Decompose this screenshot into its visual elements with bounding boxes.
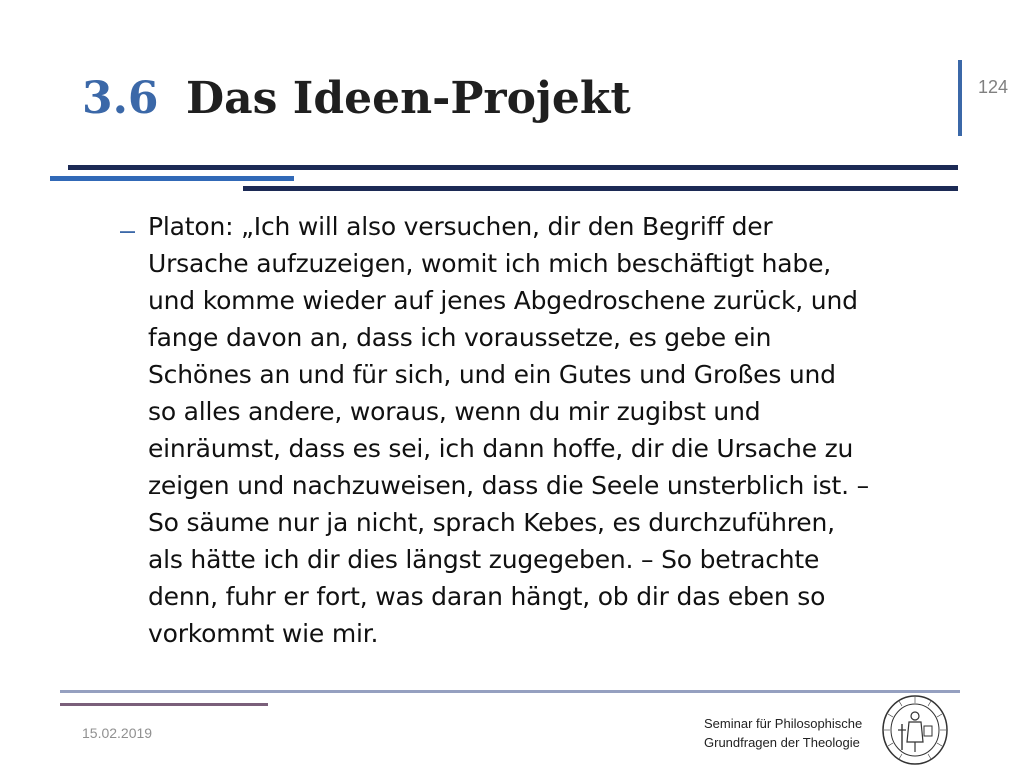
footer-rule-accent (60, 703, 268, 706)
quote-line: zeigen und nachzuweisen, dass die Seele unsterblich ist. – (148, 471, 869, 500)
quote-text (148, 208, 960, 652)
footer-date: 15.02.2019 (82, 725, 153, 741)
university-seal-icon (880, 694, 950, 766)
quote-line: denn, fuhr er fort, was daran hängt, ob dir das eben so (148, 582, 826, 611)
quote-line: so alles andere, woraus, wenn du mir zugibst und (148, 397, 761, 426)
quote-line: vorkommt wie mir. (148, 619, 379, 648)
footer-institute (704, 714, 884, 752)
bullet-dash: – (120, 215, 136, 245)
title-rule-top (68, 165, 958, 170)
quote-line: fange davon an, dass ich voraussetze, es gebe ein (148, 323, 772, 352)
institute-line-2: Grundfragen der Theologie (704, 735, 860, 750)
quote-line: als hätte ich dir dies längst zugegeben. – So betrachte (148, 545, 820, 574)
page-number: 124 (978, 77, 1009, 97)
footer-rule (60, 690, 960, 693)
quote-line: einräumst, dass es sei, ich dann hoffe, dir die Ursache zu (148, 434, 854, 463)
quote-line: Ursache aufzuzeigen, womit ich mich beschäftigt habe, (148, 249, 831, 278)
title-rule-bottom (243, 186, 958, 191)
title-rule-accent (50, 176, 294, 181)
section-number: 3.6 (82, 73, 159, 124)
quote-line: Schönes an und für sich, und ein Gutes und Großes und (148, 360, 836, 389)
institute-line-1: Seminar für Philosophische (704, 716, 863, 731)
quote-line: Platon: „Ich will also versuchen, dir den Begriff der (148, 212, 773, 241)
title-vertical-bar (958, 60, 962, 136)
slide-title: Das Ideen-Projekt (186, 73, 631, 124)
quote-line: So säume nur ja nicht, sprach Kebes, es durchzuführen, (148, 508, 835, 537)
quote-line: und komme wieder auf jenes Abgedroschene zurück, und (148, 286, 858, 315)
